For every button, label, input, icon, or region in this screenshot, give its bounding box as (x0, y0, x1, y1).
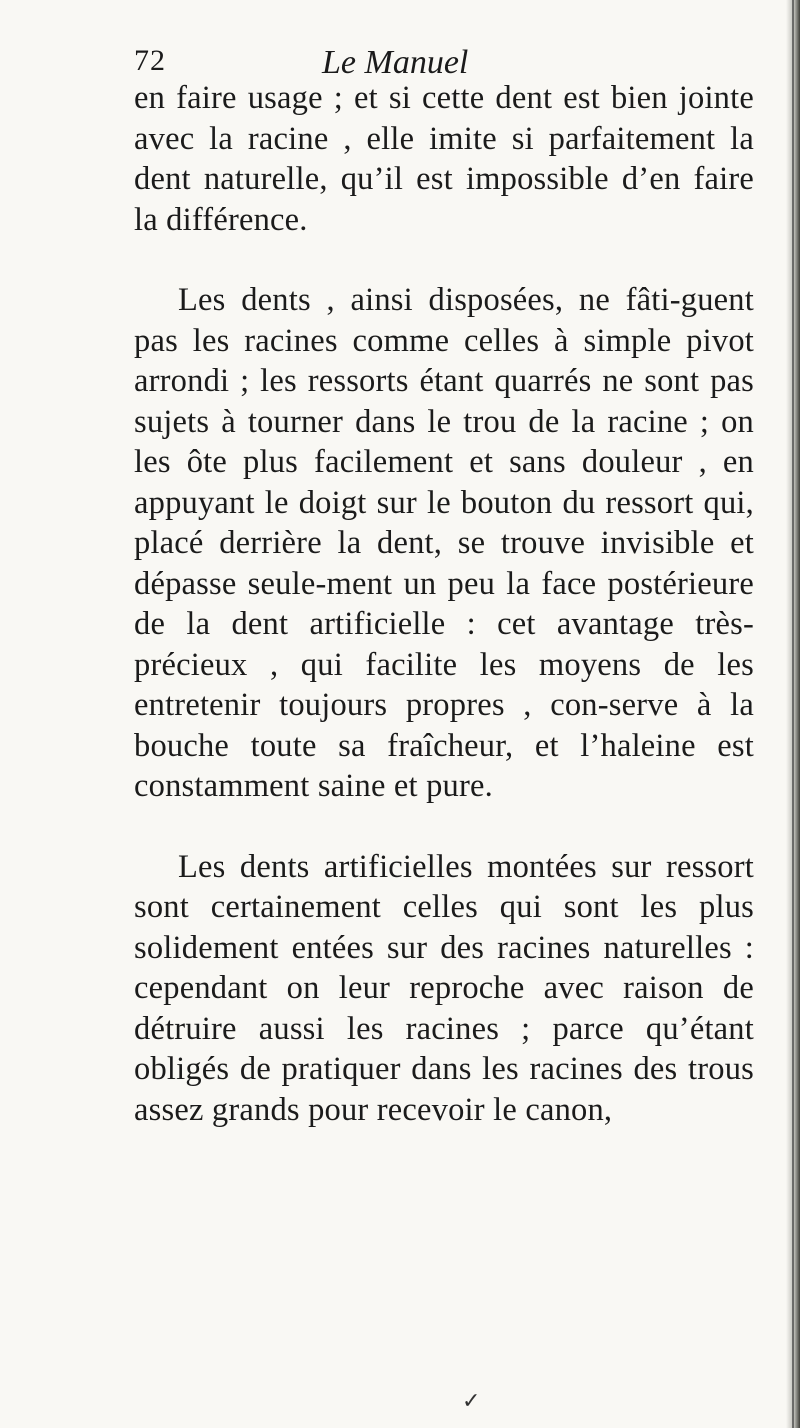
paragraph-1 (134, 78, 754, 240)
paragraph-3-text: Les dents artificielles montées sur ressort sont certainement celles qui sont les plus solidement entées sur des racines naturelles : cependant on leur reproche avec raison de détruire aussi les racines ; parce qu’étant obligés de pratiquer dans les racines des trous assez grands pour recevoir le canon, (134, 848, 754, 1128)
page-edge-line (792, 0, 794, 1428)
page-number: 72 (134, 44, 166, 77)
paragraph-1-text: en faire usage ; et si cette dent est bien jointe avec la racine , elle imite si parfaitement la dent naturelle, qu’il est impossible d’en faire la différence. (134, 80, 754, 238)
paragraph-2-text: Les dents , ainsi disposées, ne fâti-guent pas les racines comme celles à simple pivot arrondi ; les ressorts étant quarrés ne sont pas sujets à tourner dans le trou de la racine ; on les ôte plus facilement et sans douleur , en appuyant le doigt sur le bouton du ressort qui, placé derrière la dent, se trouve invisible et dépasse seule-ment un peu la face postérieure de la dent artificielle : cet avantage très-précieux , qui facilite les moyens de les entretenir toujours propres , con-serve à la bouche toute sa fraîcheur, et l’haleine est constamment saine et pure. (134, 282, 754, 804)
footer-mark: ✓ (462, 1388, 481, 1413)
running-title: Le Manuel (322, 44, 469, 81)
paragraph-3 (134, 847, 754, 1131)
paragraph-2 (134, 280, 754, 807)
body-text (134, 78, 754, 1130)
